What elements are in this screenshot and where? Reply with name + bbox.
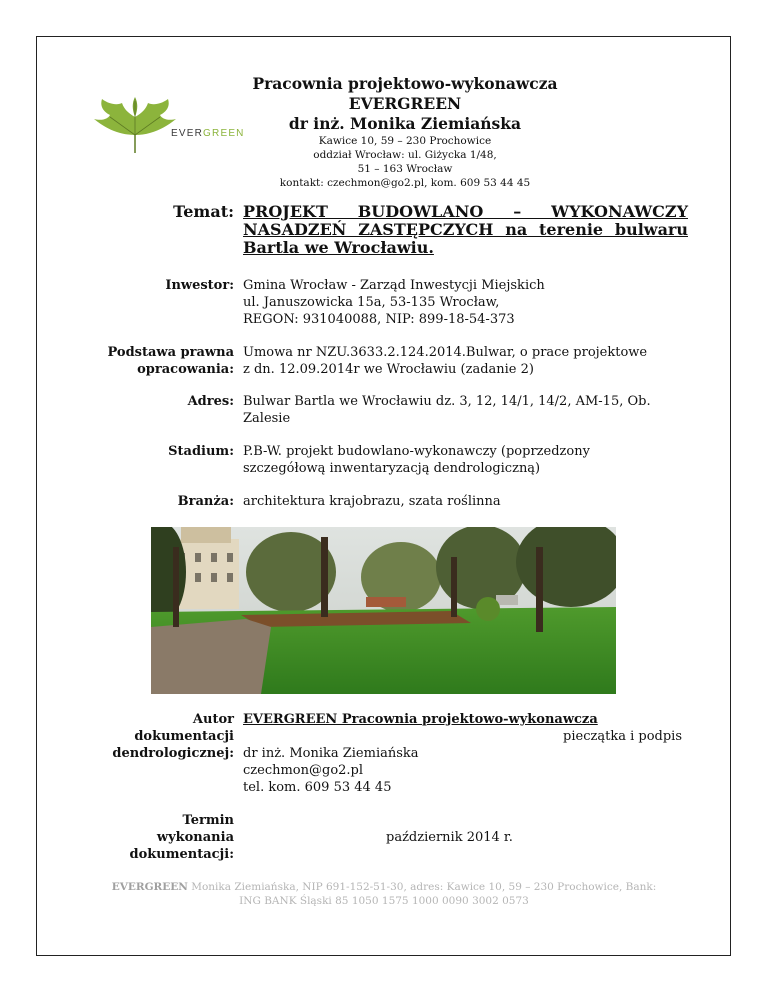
address-line-3: 51 – 163 Wrocław [357,163,453,175]
legal-basis-line-1: Umowa nr NZU.3633.2.124.2014.Bulwar, o prace projektowe [243,345,648,360]
branch-value: architektura krajobrazu, szata roślinna [243,494,501,509]
owner-name: dr inż. Monika Ziemiańska [288,114,522,133]
deadline-label-3: dokumentacji: [129,847,234,862]
author-label-3: dendrologicznej: [112,746,234,761]
author-label-2: dokumentacji [134,729,234,744]
author-label-1: Autor [192,712,234,727]
logo-wordmark: EVERGREEN [171,128,245,139]
legal-basis-label-2: opracowania: [137,362,234,377]
deadline-value: październik 2014 r. [386,830,513,845]
topic-label: Temat: [173,202,234,221]
author-email: czechmon@go2.pl [243,763,364,778]
evergreen-leaf-logo [80,95,260,155]
author-phone: tel. kom. 609 53 44 45 [243,780,392,795]
topic-value: PROJEKT BUDOWLANO – WYKONAWCZY NASADZEŃ ZASTĘPCZYCH na terenie bulwaru Bartla we Wrocławiu. [243,202,688,257]
address-line-1: Bulwar Bartla we Wrocławiu dz. 3, 12, 14/1, 14/2, AM-15, Ob. [243,394,651,409]
deadline-label-2: wykonania [156,830,234,845]
address-label: Adres: [187,394,234,409]
investor-label: Inwestor: [165,278,234,293]
contact-line: kontakt: czechmon@go2.pl, kom. 609 53 44 45 [279,177,531,189]
footer [60,880,708,908]
stage-line-1: P.B-W. projekt budowlano-wykonawczy (poprzedzony [243,444,590,459]
document-header [240,74,570,190]
address-line-2: Zalesie [243,411,291,426]
investor-line-3: REGON: 931040088, NIP: 899-18-54-373 [243,312,515,327]
park-photo [151,527,616,694]
deadline-label-1: Termin [182,813,234,828]
stage-line-2: szczegółową inwentaryzacją dendrologiczną) [243,461,541,476]
investor-line-2: ul. Januszowicka 15a, 53-135 Wrocław, [243,295,500,310]
address-line-2: oddział Wrocław: ul. Giżycka 1/48, [313,149,497,161]
author-company: EVERGREEN Pracownia projektowo-wykonawcza [243,712,598,727]
stamp-signature-note: pieczątka i podpis [563,729,682,744]
legal-basis-line-2: z dn. 12.09.2014r we Wrocławiu (zadanie 2) [243,362,534,377]
stage-label: Stadium: [168,444,234,459]
footer-brand: EVERGREEN [111,881,188,893]
legal-basis-label-1: Podstawa prawna [107,345,234,360]
branch-label: Branża: [177,494,234,509]
footer-line-1: Monika Ziemiańska, NIP 691-152-51-30, adres: Kawice 10, 59 – 230 Prochowice, Bank: [187,881,657,893]
footer-line-2: ING BANK Śląski 85 1050 1575 1000 0090 3002 0573 [239,895,529,907]
investor-line-1: Gmina Wrocław - Zarząd Inwestycji Miejskich [243,278,545,293]
company-name: Pracownia projektowo-wykonawcza EVERGREEN [252,74,558,113]
author-name: dr inż. Monika Ziemiańska [243,746,419,761]
address-line-1: Kawice 10, 59 – 230 Prochowice [318,135,492,147]
